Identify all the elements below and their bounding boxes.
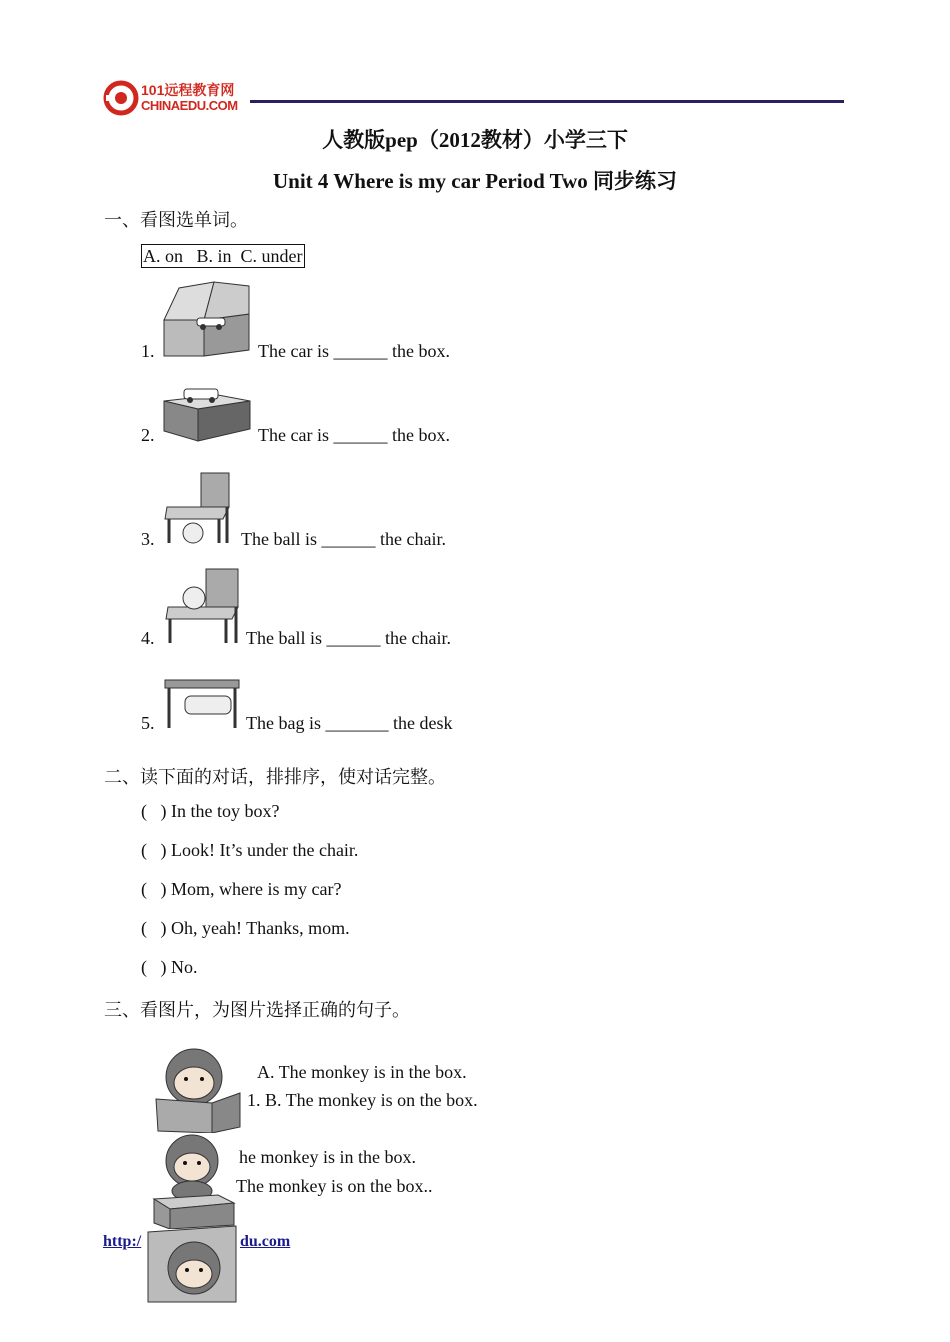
logo — [103, 80, 248, 116]
item3-text: The ball is ______ the chair. — [241, 529, 446, 549]
item5-text: The bag is _______ the desk — [246, 713, 453, 733]
logo-bottom-text: CHINAEDU.COM — [141, 98, 238, 113]
page-subtitle: Unit 4 Where is my car Period Two 同步练习 — [272, 169, 678, 193]
header-rule — [250, 100, 844, 103]
options-box: A. on B. in C. under — [143, 246, 303, 266]
item4-text: The ball is ______ the chair. — [246, 628, 451, 648]
item4-number: 4. — [141, 628, 155, 648]
q1-option-a: A. The monkey is in the box. — [257, 1062, 467, 1082]
q2-option-a: he monkey is in the box. — [239, 1147, 416, 1167]
section2-heading: 二、读下面的对话，排排序，使对话完整。 — [104, 767, 446, 787]
monkey-in-box-image — [152, 1043, 244, 1133]
ball-under-chair-image — [163, 471, 233, 545]
logo-top-text: 101远程教育网 — [141, 82, 235, 98]
monkey-in-box-image-2 — [146, 1222, 240, 1304]
q1-option-b: 1. B. The monkey is on the box. — [247, 1090, 478, 1110]
dialog-line-3: ( ) Mom, where is my car? — [141, 879, 342, 899]
item1-number: 1. — [141, 341, 155, 361]
item3-number: 3. — [141, 529, 155, 549]
section1-heading: 一、看图选单词。 — [104, 210, 248, 230]
footer-link-right[interactable]: du.com — [240, 1233, 291, 1250]
dialog-line-2: ( ) Look! It’s under the chair. — [141, 840, 359, 860]
car-in-box-image — [159, 280, 253, 358]
dialog-line-4: ( ) Oh, yeah! Thanks, mom. — [141, 918, 350, 938]
bag-under-desk-image — [163, 668, 241, 730]
item1-text: The car is ______ the box. — [258, 341, 450, 361]
car-on-box-image — [160, 383, 254, 443]
section3-heading: 三、看图片，为图片选择正确的句子。 — [104, 1000, 410, 1020]
item5-number: 5. — [141, 713, 155, 733]
logo-emblem-icon — [103, 80, 139, 116]
item2-number: 2. — [141, 425, 155, 445]
dialog-line-5: ( ) No. — [141, 957, 198, 977]
monkey-on-box-image — [148, 1133, 240, 1229]
page-title: 人教版pep（2012教材）小学三下 — [322, 128, 628, 152]
ball-on-chair-image — [164, 567, 240, 645]
q2-option-b: The monkey is on the box.. — [236, 1176, 433, 1196]
item2-text: The car is ______ the box. — [258, 425, 450, 445]
footer-link-left[interactable]: http:/ — [103, 1233, 142, 1250]
dialog-line-1: ( ) In the toy box? — [141, 801, 280, 821]
